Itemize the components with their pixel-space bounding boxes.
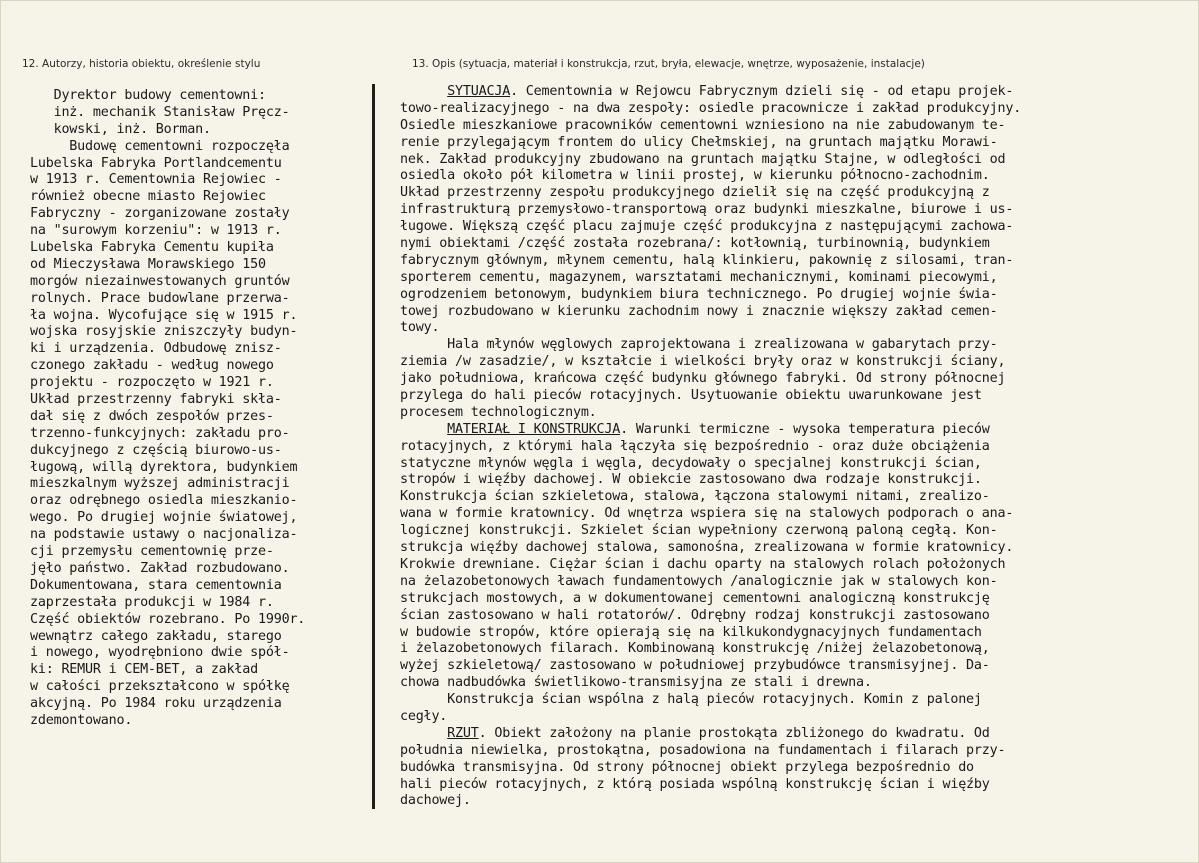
text-line: rolnych. Prace budowlane przerwa- <box>30 290 290 306</box>
text-line: Hala młynów węglowych zaprojektowana i zrealizowana w gabarytach przy- <box>400 337 998 353</box>
text-line: zaprzestała produkcji w 1984 r. <box>30 594 274 610</box>
text-line: czonego zakładu - według nowego <box>30 358 274 374</box>
text-line: infrastrukturą przemysłowo-transportową oraz budynki mieszkalne, biurowe i us- <box>400 202 1014 218</box>
text-line: Dyrektor budowy cementowni: <box>30 88 266 103</box>
text-line: stropów i więźby dachowej. W obiekcie zastosowano dwa rodzaje konstrukcji. <box>400 472 982 488</box>
text-line: zdemontowano. <box>30 712 133 728</box>
text-line: osiedla około pół kilometra w linii prostej, w kierunku północno-zachodnim. <box>400 168 990 184</box>
text-line: wyżej szkieletową/ zastosowano w południowej przybudówce transmisyjnej. Da- <box>400 658 990 674</box>
section-12-header: 12. Autorzy, historia obiektu, określenie stylu <box>22 58 261 70</box>
text-line: ziemia /w zasadzie/, w kształcie i wielkości bryły oraz w konstrukcji ściany, <box>400 354 1006 370</box>
text-line: Konstrukcja ścian wspólna z halą pieców rotacyjnych. Komin z palonej <box>400 692 982 708</box>
text-line: ługowe. Większą część placu zajmuje część produkcyjna z następującymi zachowa- <box>400 219 1014 235</box>
text-line: przylega do hali pieców rotacyjnych. Usytuowanie obiektu uwarunkowane jest <box>400 388 982 404</box>
text-line: statyczne młynów węgla i węgla, decydowały o specjalnej konstrukcji ścian, <box>400 455 982 471</box>
section-heading: SYTUACJA <box>447 84 511 99</box>
text-line: ścian zastosowano w hali rotatorów/. Odrębny rodzaj konstrukcji zastosowano <box>400 607 990 623</box>
text-line: na żelazobetonowych ławach fundamentowych /analogicznie jak w stalowych kon- <box>400 573 998 589</box>
text-line: południa niewielka, prostokątna, posadowiona na fundamentach i filarach przy- <box>400 742 1006 758</box>
text-line: Osiedle mieszkaniowe pracowników cementowni wzniesiono na nie zabudowanym te- <box>400 117 1006 133</box>
text-line: ki i urządzenia. Odbudowę znisz- <box>30 341 282 357</box>
text-line: dachowej. <box>400 793 471 809</box>
text-line: towy. <box>400 320 440 336</box>
section-heading: RZUT <box>447 725 479 741</box>
text-line: Układ przestrzenny fabryki skła- <box>30 392 282 408</box>
text-line: Lubelska Fabryka Portlandcementu <box>30 155 282 171</box>
text-line: nek. Zakład produkcyjny zbudowano na gruntach majątku Stajne, w odległości od <box>400 151 1006 167</box>
text-line: ła wojna. Wycofujące się w 1915 r. <box>30 307 298 323</box>
text-line: Budowę cementowni rozpoczęła <box>30 138 290 154</box>
text-line <box>400 84 1192 101</box>
section-text: . Warunki termiczne - wysoka temperatura pieców <box>620 421 990 437</box>
authors-history-text <box>30 88 368 730</box>
text-line: jęło państwo. Zakład rozbudowano. <box>30 560 290 576</box>
text-line: na podstawie ustawy o nacjonaliza- <box>30 527 298 543</box>
text-line: Fabryczny - zorganizowane zostały <box>30 206 290 222</box>
text-line: również obecne miasto Rejowiec <box>30 189 266 205</box>
text-line: oraz odrębnego osiedla mieszkanio- <box>30 493 298 509</box>
text-line: Lubelska Fabryka Cementu kupiła <box>30 240 274 256</box>
text-line <box>400 422 1192 439</box>
text-line: Dokumentowana, stara cementownia <box>30 577 282 593</box>
text-line <box>400 726 1192 743</box>
text-line: ki: REMUR i CEM-BET, a zakład <box>30 662 258 678</box>
text-line: w 1913 r. Cementownia Rejowiec - <box>30 172 282 188</box>
text-line: na "surowym korzeniu": w 1913 r. <box>30 223 282 239</box>
text-line: w budowie stropów, które opierają się na kilkukondygnacyjnych fundamentach <box>400 624 982 640</box>
text-line: sporterem cementu, magazynem, warsztatami mechanicznymi, kominami piecowymi, <box>400 269 998 285</box>
text-line: trzenno-funkcyjnych: zakładu pro- <box>30 425 290 441</box>
column-divider <box>372 84 375 809</box>
text-line: hali pieców rotacyjnych, z którą posiada wspólną konstrukcję ścian i więźby <box>400 776 990 792</box>
text-line: ługową, willą dyrektora, budynkiem <box>30 459 298 475</box>
description-text <box>400 84 1192 810</box>
text-line: renie przylegającym frontem do ulicy Chełmskiej, na gruntach majątku Morawi- <box>400 134 998 150</box>
text-line: chowa nadbudówka świetlikowo-transmisyjna ze stali i drewna. <box>400 675 872 691</box>
text-line: wojska rosyjskie zniszczyły budyn- <box>30 324 298 340</box>
text-line: cegły. <box>400 708 448 724</box>
text-line: Krokwie drewniane. Ciężar ścian i dachu oparty na stalowych rolach położonych <box>400 556 1006 572</box>
text-line: projektu - rozpoczęto w 1921 r. <box>30 375 274 391</box>
text-line: morgów niezainwestowanych gruntów <box>30 273 290 289</box>
text-line: mieszkalnym wyższej administracji <box>30 476 290 492</box>
text-line: strukcja więźby dachowej stalowa, samonośna, zrealizowana w formie kratownicy. <box>400 540 1014 556</box>
section-text: . Cementownia w Rejowcu Fabrycznym dzieli się - od etapu projek- <box>510 84 1014 99</box>
text-line: towej rozbudowano w kierunku zachodnim nowy i znacznie większy zakład cemen- <box>400 303 998 319</box>
indent <box>400 422 447 437</box>
text-line: w całości przekształcono w spółkę <box>30 679 290 695</box>
text-line: jako południowa, krańcowa część budynku głównego fabryki. Od strony północnej <box>400 371 1006 387</box>
text-line: wana w formie kratownicy. Od wnętrza wspiera się na stalowych podporach o ana- <box>400 506 1014 522</box>
text-line: budówka transmisyjna. Od strony północnej obiekt przylega bezpośrednio do <box>400 759 974 775</box>
text-line: nymi obiektami /część została rozebrana/: kotłownią, turbinownią, budynkiem <box>400 236 990 252</box>
text-line: od Mieczysława Morawskiego 150 <box>30 256 266 272</box>
text-line: strukcjach mostowych, a w dokumentowanej cementowni analogiczną konstrukcję <box>400 590 990 606</box>
indent <box>400 84 447 99</box>
text-line: rotacyjnych, z którymi hala łączyła się bezpośrednio - oraz duże obciążenia <box>400 438 990 454</box>
text-line: inż. mechanik Stanisław Pręcz- <box>30 104 290 120</box>
text-line: dukcyjnego z częścią biurowo-us- <box>30 442 282 458</box>
text-line: i nowego, wyodrębniono dwie spół- <box>30 645 290 661</box>
text-line: towo-realizacyjnego - na dwa zespoły: osiedle pracownicze i zakład produkcyjny. <box>400 100 1022 116</box>
text-line: Konstrukcja ścian szkieletowa, stalowa, łączona stalowymi nitami, zrealizo- <box>400 489 990 505</box>
section-13-header: 13. Opis (sytuacja, materiał i konstrukcja, rzut, bryła, elewacje, wnętrze, wyposażenie, instalacje) <box>412 58 925 70</box>
indent <box>400 726 447 741</box>
text-line: cji przemysłu cementownię prze- <box>30 544 274 560</box>
text-line: logicznej konstrukcji. Szkielet ścian wypełniony czerwoną paloną cegłą. Kon- <box>400 523 998 539</box>
text-line: Układ przestrzenny zespołu produkcyjnego dzielił się na część produkcyjną z <box>400 185 990 201</box>
text-line: dał się z dwóch zespołów przes- <box>30 408 274 424</box>
text-line: wewnątrz całego zakładu, starego <box>30 628 282 644</box>
text-line: fabrycznym głównym, młynem cementu, halą klinkieru, pakownię z silosami, tran- <box>400 252 1014 268</box>
text-line: kowski, inż. Borman. <box>30 121 211 137</box>
text-line: i żelazobetonowych filarach. Kombinowaną konstrukcję /niżej żelazobetonową, <box>400 641 990 657</box>
text-line: wego. Po drugiej wojnie światowej, <box>30 510 298 526</box>
text-line: akcyjną. Po 1984 roku urządzenia <box>30 696 282 712</box>
text-line: ogrodzeniem betonowym, budynkiem biura technicznego. Po drugiej wojnie świa- <box>400 286 998 302</box>
text-line: Część obiektów rozebrano. Po 1990r. <box>30 611 306 627</box>
section-heading: MATERIAŁ I KONSTRUKCJA <box>447 421 621 437</box>
section-text: . Obiekt założony na planie prostokąta zbliżonego do kwadratu. Od <box>478 725 990 741</box>
text-line: procesem technologicznym. <box>400 404 597 420</box>
